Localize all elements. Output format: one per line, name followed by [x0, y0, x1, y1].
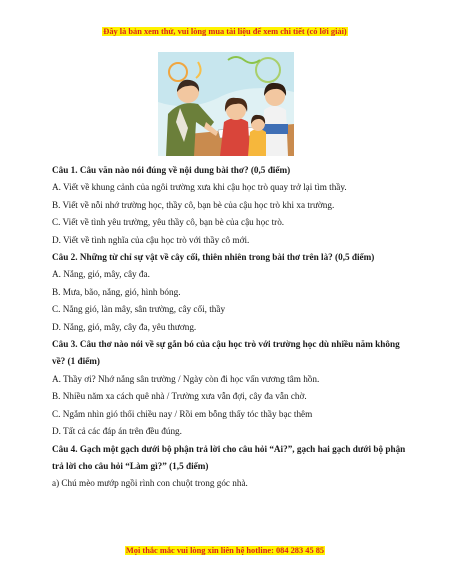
question-3-title: Câu 3. Câu thơ nào nói về sự gắn bó của cậu học trò với trường học dù nhiều năm không về? (1 điểm)	[52, 339, 400, 367]
question-list	[52, 162, 412, 493]
question-1-option-b: B. Viết về nỗi nhớ trường học, thầy cô, bạn bè của cậu học trò khi xa trường.	[52, 199, 335, 210]
question-4-item-a: a) Chú mèo mướp ngồi rình con chuột trong góc nhà.	[52, 478, 248, 489]
question-2-option-c: C. Nắng gió, làn mây, sân trường, cây cối, thầy	[52, 304, 226, 315]
question-2-title: Câu 2. Những từ chỉ sự vật về cây cối, thiên nhiên trong bài thơ trên là? (0,5 điểm)	[52, 252, 375, 263]
question-3-option-a: A. Thầy ơi? Nhớ nắng sân trường / Ngày còn đi học vấn vương tâm hồn.	[52, 373, 320, 384]
teacher-with-students-illustration	[158, 52, 294, 156]
question-1-option-c: C. Viết về tình yêu trường, yêu thầy cô, bạn bè của cậu học trò.	[52, 217, 285, 228]
question-4-title: Câu 4. Gạch một gạch dưới bộ phận trả lời cho câu hỏi “Ai?”, gạch hai gạch dưới bộ phận trả lời cho câu hỏi “Làm gì?” (1,5 điểm)	[52, 443, 406, 471]
question-3-option-b: B. Nhiều năm xa cách quê nhà / Trường xưa vẫn đợi, cây đa vẫn chờ.	[52, 391, 307, 402]
question-2-option-b: B. Mưa, bão, nắng, gió, hình bóng.	[52, 286, 181, 297]
question-1-option-a: A. Viết về khung cảnh của ngôi trường xưa khi cậu học trò quay trở lại tìm thầy.	[52, 182, 347, 193]
question-3-option-c: C. Ngắm nhìn gió thổi chiều nay / Rồi em bỗng thấy tóc thầy bạc thêm	[52, 408, 313, 419]
preview-notice: Đây là bản xem thử, vui lòng mua tài liệu để xem chi tiết (có lời giải)	[103, 27, 347, 36]
question-2-option-d: D. Nắng, gió, mây, cây đa, yêu thương.	[52, 321, 197, 332]
question-3-option-d: D. Tất cả các đáp án trên đều đúng.	[52, 426, 182, 437]
question-1-title: Câu 1. Câu văn nào nói đúng về nội dung bài thơ? (0,5 điểm)	[52, 165, 291, 175]
hotline-notice: Mọi thắc mắc vui lòng xin liên hệ hotline: 084 283 45 85	[125, 546, 325, 555]
question-1-option-d: D. Viết về tình nghĩa của cậu học trò với thầy cô mới.	[52, 234, 250, 245]
question-2-option-a: A. Nắng, gió, mây, cây đa.	[52, 269, 150, 280]
